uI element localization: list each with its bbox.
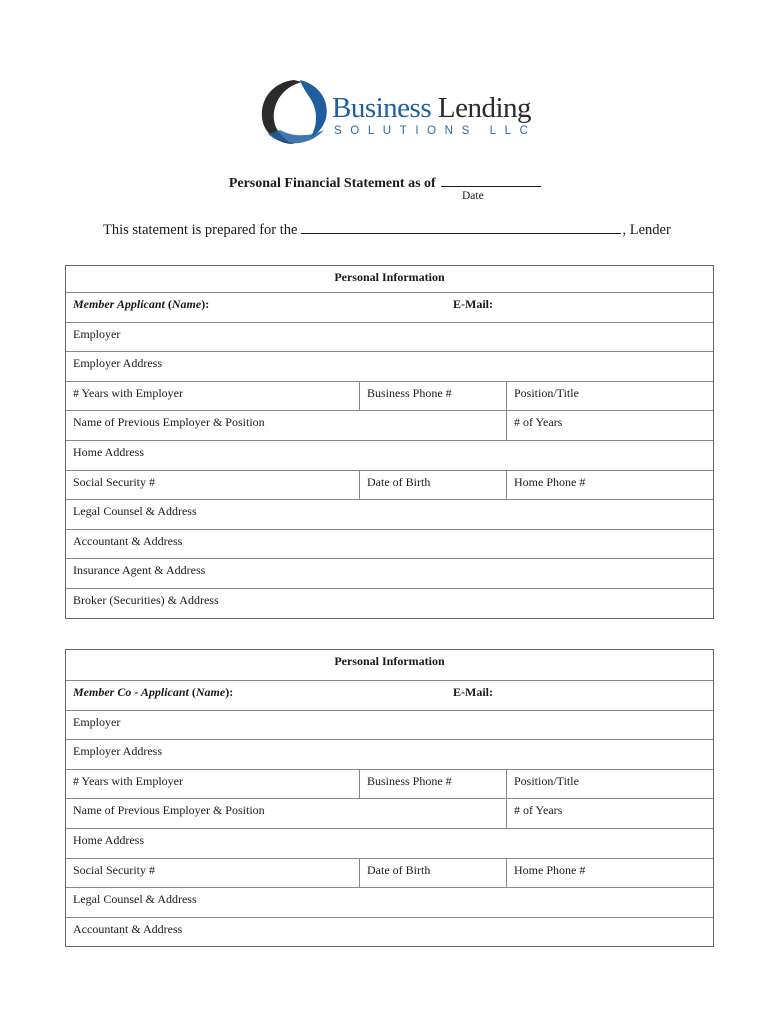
prepared-prefix: This statement is prepared for the: [103, 222, 298, 238]
applicant-ssn-row[interactable]: [66, 470, 713, 500]
applicant-previous-employer-row[interactable]: [66, 410, 713, 440]
applicant-home-address-row[interactable]: [66, 440, 713, 470]
applicant-accountant-row[interactable]: [66, 529, 713, 559]
previous-employer-label: Name of Previous Employer & Position: [73, 803, 265, 818]
dob-label: Date of Birth: [359, 859, 506, 888]
insurance-agent-label: Insurance Agent & Address: [73, 563, 206, 578]
date-caption: Date: [462, 190, 484, 202]
legal-counsel-label: Legal Counsel & Address: [73, 504, 197, 519]
applicant-years-row[interactable]: [66, 381, 713, 411]
statement-title-text: Personal Financial Statement as of: [228, 176, 436, 191]
company-logo: [254, 74, 544, 150]
co-applicant-years-row[interactable]: [66, 769, 713, 799]
co-applicant-info-table: [65, 649, 714, 947]
previous-employer-label: Name of Previous Employer & Position: [73, 415, 265, 430]
business-phone-label: Business Phone #: [359, 770, 506, 799]
dob-label: Date of Birth: [359, 471, 506, 500]
logo-brand: Business Lending: [332, 92, 532, 124]
employer-label: Employer: [73, 714, 121, 729]
business-phone-label: Business Phone #: [359, 382, 506, 411]
home-phone-label: Home Phone #: [506, 859, 713, 888]
position-title-label: Position/Title: [506, 770, 713, 799]
logo-tagline: SOLUTIONS LLC: [334, 125, 537, 137]
home-phone-label: Home Phone #: [506, 471, 713, 500]
applicant-legal-counsel-row[interactable]: [66, 499, 713, 529]
co-applicant-name-label-b: Name: [195, 685, 226, 699]
home-address-label: Home Address: [73, 444, 144, 459]
co-applicant-legal-counsel-row[interactable]: [66, 887, 713, 917]
home-address-label: Home Address: [73, 832, 144, 847]
applicant-insurance-row[interactable]: [66, 558, 713, 588]
ssn-label: Social Security #: [73, 862, 155, 877]
section-title: Personal Information: [334, 270, 445, 284]
employer-label: Employer: [73, 326, 121, 341]
applicant-header-row: [66, 266, 713, 292]
co-applicant-ssn-row[interactable]: [66, 858, 713, 888]
employer-address-label: Employer Address: [73, 744, 162, 759]
date-blank[interactable]: [441, 173, 541, 187]
applicant-employer-row[interactable]: [66, 322, 713, 352]
section-title: Personal Information: [334, 654, 445, 668]
applicant-email-label: E-Mail:: [453, 297, 493, 311]
prepared-for-line: [103, 219, 671, 239]
applicant-employer-address-row[interactable]: [66, 351, 713, 381]
applicant-name-label: Member Applicant: [73, 297, 165, 311]
applicant-info-table: [65, 265, 714, 619]
co-applicant-name-field[interactable]: Member Co - Applicant (Name):: [73, 685, 234, 699]
co-applicant-accountant-row[interactable]: [66, 917, 713, 947]
co-applicant-previous-employer-row[interactable]: [66, 798, 713, 828]
co-applicant-employer-row[interactable]: [66, 710, 713, 740]
lender-blank[interactable]: [301, 219, 621, 234]
prepared-suffix: , Lender: [622, 222, 671, 238]
co-applicant-name-label: Member Co - Applicant: [73, 685, 189, 699]
co-applicant-email-label: E-Mail:: [453, 685, 493, 699]
num-years-label: # of Years: [506, 411, 713, 440]
accountant-label: Accountant & Address: [73, 921, 183, 936]
num-years-label: # of Years: [506, 799, 713, 828]
applicant-name-row[interactable]: [66, 292, 713, 322]
co-applicant-employer-address-row[interactable]: [66, 739, 713, 769]
broker-label: Broker (Securities) & Address: [73, 592, 219, 607]
statement-title: [0, 173, 770, 192]
applicant-name-label-b: Name: [171, 297, 202, 311]
legal-counsel-label: Legal Counsel & Address: [73, 892, 197, 907]
co-applicant-header-row: [66, 650, 713, 680]
swirl-logo-icon: [254, 74, 334, 150]
applicant-name-field[interactable]: Member Applicant (Name):: [73, 297, 210, 311]
years-with-employer-label: # Years with Employer: [73, 773, 183, 788]
co-applicant-home-address-row[interactable]: [66, 828, 713, 858]
applicant-broker-row[interactable]: [66, 588, 713, 618]
accountant-label: Accountant & Address: [73, 533, 183, 548]
ssn-label: Social Security #: [73, 474, 155, 489]
employer-address-label: Employer Address: [73, 356, 162, 371]
co-applicant-name-row[interactable]: [66, 680, 713, 710]
position-title-label: Position/Title: [506, 382, 713, 411]
years-with-employer-label: # Years with Employer: [73, 385, 183, 400]
